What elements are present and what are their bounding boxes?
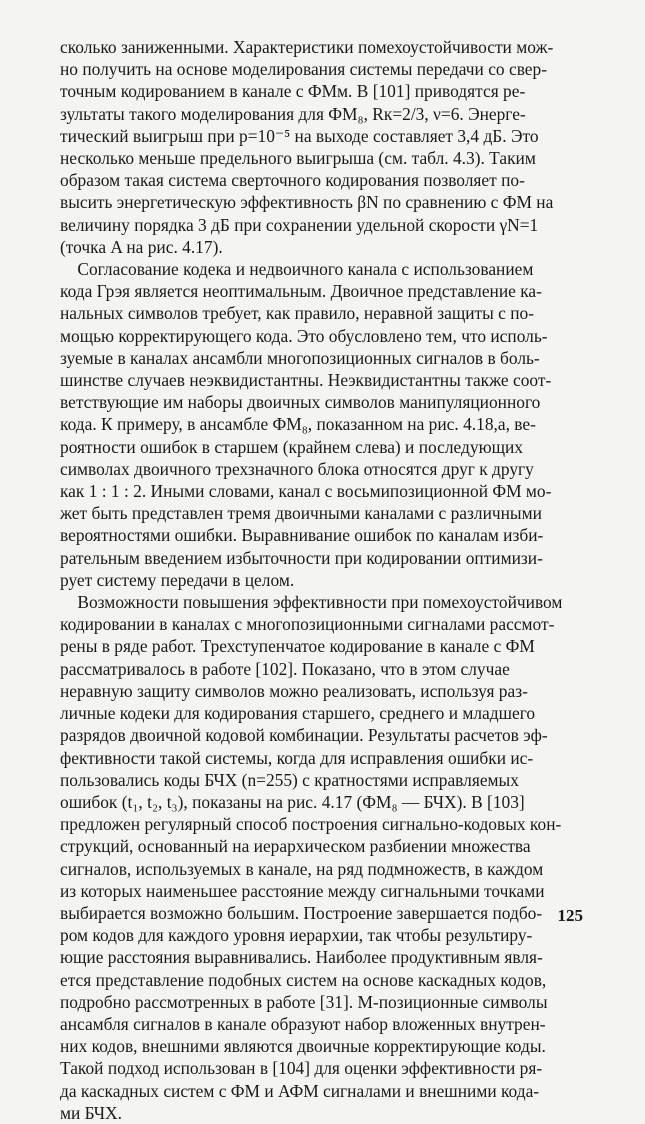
text-line: как 1 : 1 : 2. Иными словами, канал с восьмипозиционной ФМ мо- <box>60 481 552 502</box>
text-line: но получить на основе моделирования системы передачи со свер- <box>60 59 548 80</box>
text-line: мощью корректирующего кода. Это обусловлено тем, что исполь- <box>60 325 548 346</box>
text-line: Возможности повышения эффективности при помехоустойчивом <box>60 592 563 613</box>
page-number: 125 <box>557 906 583 925</box>
text-line: высить энергетическую эффективность βN по сравнению с ФМ на <box>60 192 554 213</box>
text-line: символах двоичного трехзначного блока относятся друг к другу <box>60 458 534 479</box>
text-line: Согласование кодека и недвоичного канала с использованием <box>60 259 534 280</box>
text-line: ется представление подобных систем на основе каскадных кодов, <box>60 969 547 990</box>
text-line: личные кодеки для кодирования старшего, среднего и младшего <box>60 703 536 724</box>
text-line: рены в ряде работ. Трехступенчатое кодирование в канале с ФМ <box>60 636 535 657</box>
text-line: образом такая система сверточного кодирования позволяет по- <box>60 170 525 191</box>
text-line: зультаты такого моделирования для ФМ₈, Rк=2/3, ν=6. Энерге- <box>60 103 526 124</box>
text-line: струкций, основанный на иерархическом разбиении множества <box>60 836 531 857</box>
text-line: ми БЧХ. <box>60 1102 122 1123</box>
text-line: выбирается возможно большим. Построение завершается подбо- <box>60 902 543 923</box>
text-line: зуемые в каналах ансамбли многопозиционных сигналов в боль- <box>60 347 540 368</box>
text-line: вероятностями ошибки. Выравнивание ошибок по каналам изби- <box>60 525 544 546</box>
text-line: рательным введением избыточности при кодировании оптимизи- <box>60 547 543 568</box>
text-line: кода. К примеру, в ансамбле ФМ₈, показанном на рис. 4.18,а, ве- <box>60 414 536 435</box>
text-line: рассматривалось в работе [102]. Показано, что в этом случае <box>60 658 510 679</box>
text-line: из которых наименьшее расстояние между сигнальными точками <box>60 880 545 901</box>
text-line: подробно рассмотренных в работе [31]. М-позиционные символы <box>60 991 548 1012</box>
text-line: Такой подход использован в [104] для оценки эффективности ря- <box>60 1058 543 1079</box>
text-line: сколько заниженными. Характеристики помехоустойчивости мож- <box>60 37 554 57</box>
text-line: нальных символов требует, как правило, неравной защиты с по- <box>60 303 535 324</box>
text-line: несколько меньше предельного выигрыша (см. табл. 4.3). Таким <box>60 148 536 169</box>
text-line: да каскадных систем с ФМ и АФМ сигналами и внешними кода- <box>60 1080 540 1101</box>
text-line: ветствующие им наборы двоичных символов манипуляционного <box>60 392 541 413</box>
text-line: фективности такой системы, когда для исправления ошибки ис- <box>60 747 534 768</box>
text-line: разрядов двоичной кодовой комбинации. Результаты расчетов эф- <box>60 725 548 746</box>
text-line: величину порядка 3 дБ при сохранении удельной скорости γN=1 <box>60 214 539 235</box>
text-line: жет быть представлен тремя двоичными каналами с различными <box>60 503 542 524</box>
text-line: тический выигрыш при p=10⁻⁵ на выходе составляет 3,4 дБ. Это <box>60 125 539 146</box>
text-line: ющие расстояния выравнивались. Наиболее продуктивным явля- <box>60 947 543 968</box>
text-line: (точка A на рис. 4.17). <box>60 236 223 257</box>
paragraph <box>60 591 583 1124</box>
text-line: ошибок (t₁, t₂, t₃), показаны на рис. 4.17 (ФМ₈ — БЧХ). В [103] <box>60 791 525 812</box>
text-line: шинстве случаев неэквидистантны. Неэквидистантны также соот- <box>60 370 552 391</box>
text-line: рует систему передачи в целом. <box>60 569 295 590</box>
text-line: неравную защиту символов можно реализовать, используя раз- <box>60 680 528 701</box>
paragraph <box>60 258 583 591</box>
body-text <box>60 36 583 1124</box>
text-line: ром кодов для каждого уровня иерархии, так чтобы результиру- <box>60 925 533 946</box>
text-line: сигналов, используемых в канале, на ряд подмножеств, в каждом <box>60 858 544 879</box>
text-line: кодировании в каналах с многопозиционными сигналами рассмот- <box>60 614 555 635</box>
text-line: точным кодированием в канале с ФМм. В [101] приводятся ре- <box>60 81 526 102</box>
text-line: них кодов, внешними являются двоичные корректирующие коды. <box>60 1036 546 1057</box>
paragraph <box>60 36 583 258</box>
text-line: пользовались коды БЧХ (n=255) с кратностями исправляемых <box>60 769 519 790</box>
text-line: предложен регулярный способ построения сигнально-кодовых кон- <box>60 814 562 835</box>
text-line: кода Грэя является неоптимальным. Двоичное представление ка- <box>60 281 542 302</box>
text-line: роятности ошибок в старшем (крайнем слева) и последующих <box>60 436 523 457</box>
text-line: ансамбля сигналов в канале образуют набор вложенных внутрен- <box>60 1013 546 1034</box>
